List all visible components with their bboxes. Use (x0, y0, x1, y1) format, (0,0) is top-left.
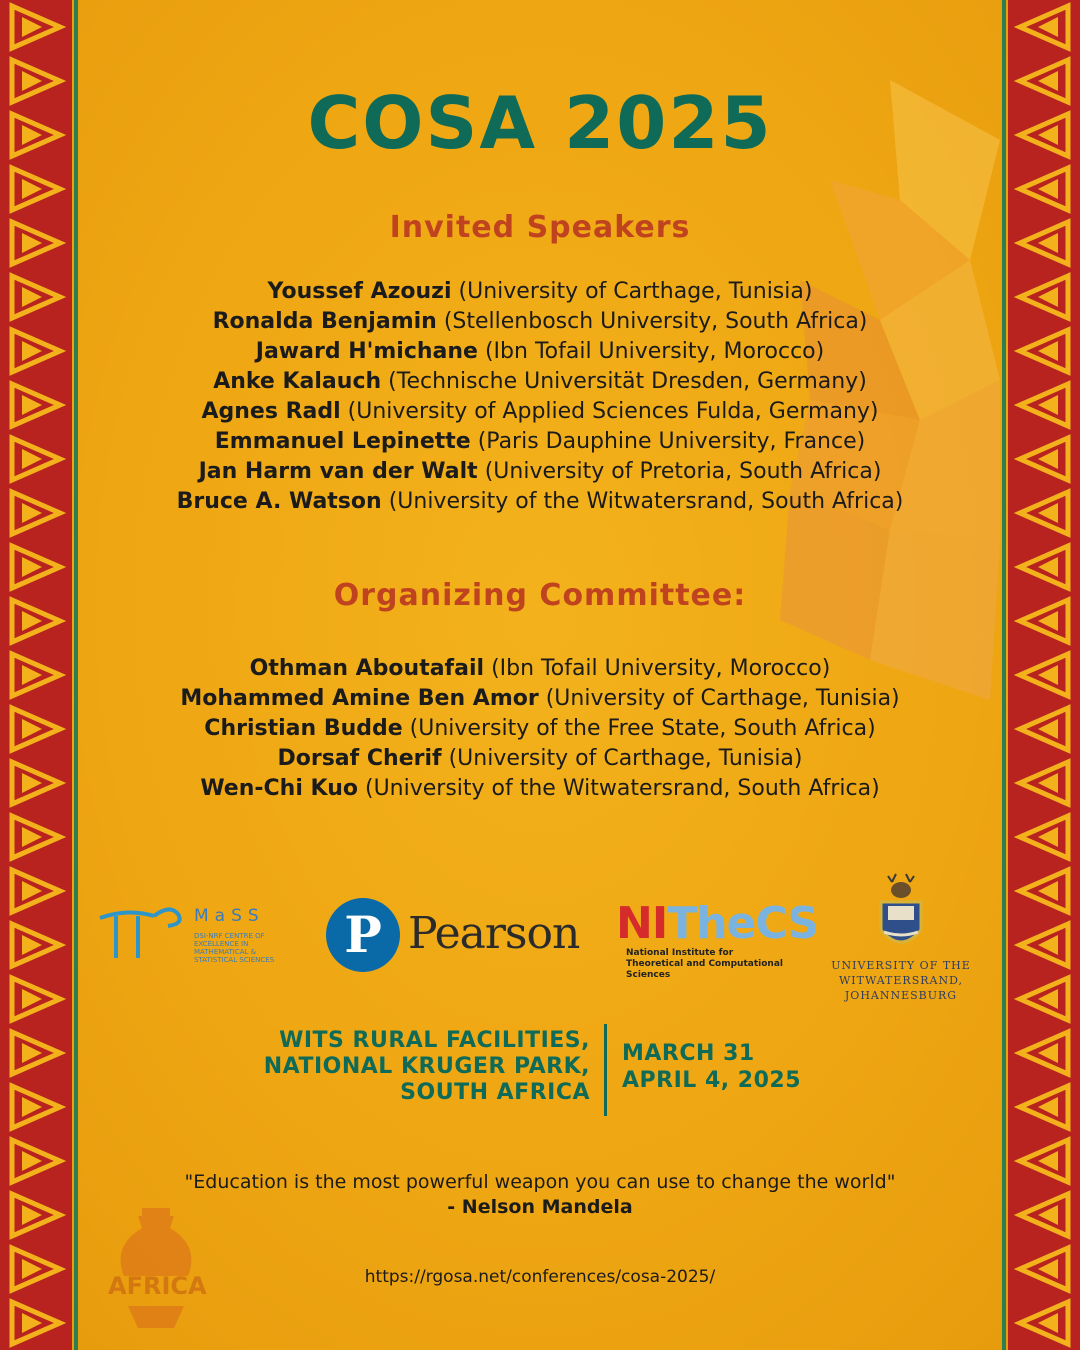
list-item (90, 714, 990, 744)
list-item (90, 367, 990, 397)
list-item (90, 684, 990, 714)
speaker-affiliation: (Stellenbosch University, South Africa) (443, 309, 868, 334)
nithecs-sub-line: Theoretical and Computational Sciences (626, 959, 783, 980)
member-affiliation: (University of Carthage, Tunisia) (448, 746, 803, 771)
member-affiliation: (University of the Witwatersrand, South Africa) (364, 776, 880, 801)
speaker-affiliation: (University of Carthage, Tunisia) (458, 279, 813, 304)
speaker-affiliation: (Ibn Tofail University, Morocco) (484, 339, 825, 364)
speaker-name: Ronalda Benjamin (212, 309, 437, 334)
wits-line: WITWATERSRAND, (838, 974, 964, 987)
committee-list (90, 654, 990, 804)
list-item (90, 487, 990, 517)
speakers-list (90, 277, 990, 517)
venue-line: NATIONAL KRUGER PARK, (263, 1054, 590, 1079)
nithecs-thecs: TheCS (667, 898, 819, 949)
list-item (90, 277, 990, 307)
speaker-name: Jan Harm van der Walt (198, 459, 478, 484)
mass-wordmark: MaSS (194, 906, 265, 926)
list-item (90, 337, 990, 367)
speaker-affiliation: (University of Applied Sciences Fulda, Germany) (347, 399, 879, 424)
date-line: APRIL 4, 2025 (622, 1068, 802, 1093)
conference-url[interactable]: https://rgosa.net/conferences/cosa-2025/ (364, 1267, 716, 1287)
list-item (90, 397, 990, 427)
speaker-affiliation: (Paris Dauphine University, France) (477, 429, 866, 454)
venue-date-divider (604, 1024, 607, 1116)
speaker-name: Bruce A. Watson (176, 489, 382, 514)
speaker-name: Youssef Azouzi (267, 279, 452, 304)
pearson-p-icon: P (326, 898, 400, 972)
member-name: Dorsaf Cherif (277, 746, 442, 771)
speaker-affiliation: (Technische Universität Dresden, Germany) (388, 369, 867, 394)
wits-crest-icon (826, 872, 976, 956)
right-pattern-border (1008, 0, 1080, 1350)
wits-line: JOHANNESBURG (844, 989, 958, 1002)
member-affiliation: (University of Carthage, Tunisia) (545, 686, 900, 711)
pearson-logo (326, 898, 586, 978)
mass-subtitle: DSI-NRF CENTRE OF EXCELLENCE IN MATHEMATICAL & STATISTICAL SCIENCES (194, 932, 275, 964)
left-green-stripe (74, 0, 78, 1350)
speaker-name: Anke Kalauch (213, 369, 382, 394)
member-name: Othman Aboutafail (249, 656, 485, 681)
quote-text: "Education is the most powerful weapon you can use to change the world" (184, 1171, 896, 1193)
member-affiliation: (University of the Free State, South Africa) (409, 716, 876, 741)
list-item (90, 307, 990, 337)
nithecs-logo (612, 898, 819, 980)
member-affiliation: (Ibn Tofail University, Morocco) (491, 656, 831, 681)
africa-label: AFRICA (108, 1272, 207, 1300)
list-item (90, 744, 990, 774)
member-name: Mohammed Amine Ben Amor (180, 686, 539, 711)
wits-logo (826, 872, 976, 1004)
speaker-name: Agnes Radl (201, 399, 341, 424)
left-pattern-border (0, 0, 72, 1350)
africa-badge (108, 1206, 207, 1334)
venue-line: SOUTH AFRICA (400, 1080, 590, 1105)
quote-block (90, 1170, 990, 1220)
venue-block (264, 1028, 590, 1106)
dates-block (622, 1040, 801, 1094)
speaker-name: Jaward H'michane (255, 339, 478, 364)
nithecs-subtitle (626, 948, 812, 981)
nithecs-ni: NI (616, 898, 668, 949)
speaker-affiliation: (University of the Witwatersrand, South Africa) (388, 489, 904, 514)
nithecs-sub-line: National Institute for (626, 948, 734, 958)
mass-mark-icon (98, 900, 190, 964)
vase-icon (108, 1206, 207, 1334)
list-item (90, 654, 990, 684)
nithecs-wordmark (616, 898, 818, 949)
invited-speakers-heading: Invited Speakers (389, 210, 691, 245)
wits-line: UNIVERSITY OF THE (831, 959, 971, 972)
date-line: MARCH 31 (622, 1041, 755, 1066)
organizing-committee-heading: Organizing Committee: (333, 578, 747, 613)
mass-logo (98, 900, 298, 970)
speaker-affiliation: (University of Pretoria, South Africa) (484, 459, 882, 484)
list-item (90, 427, 990, 457)
member-name: Christian Budde (204, 716, 403, 741)
wits-name (826, 958, 976, 1003)
speaker-name: Emmanuel Lepinette (214, 429, 471, 454)
pearson-wordmark: Pearson (408, 908, 580, 959)
quote-author: - Nelson Mandela (447, 1196, 633, 1218)
event-title: COSA 2025 (307, 81, 773, 165)
venue-line: WITS RURAL FACILITIES, (279, 1028, 590, 1053)
list-item (90, 774, 990, 804)
member-name: Wen-Chi Kuo (200, 776, 358, 801)
list-item (90, 457, 990, 487)
